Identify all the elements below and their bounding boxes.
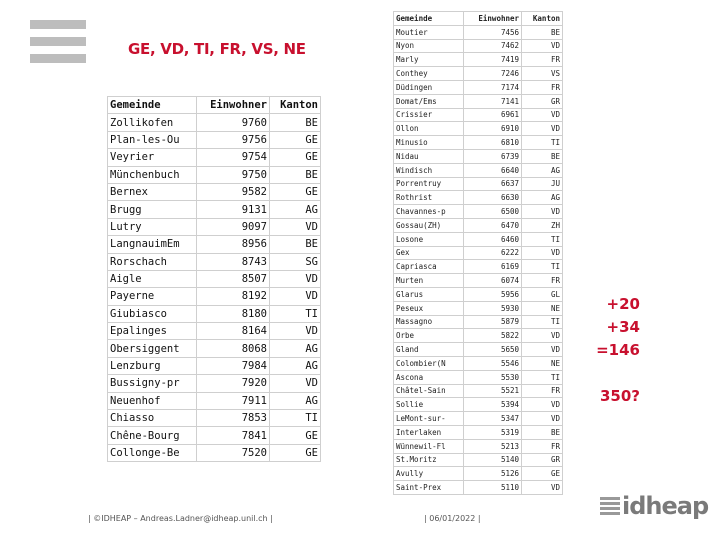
table-cell: 6500 bbox=[463, 205, 521, 219]
table-cell: 8164 bbox=[196, 323, 270, 340]
table-cell: 5140 bbox=[463, 453, 521, 467]
calc-line-2: +34 bbox=[606, 318, 640, 336]
column-header: Einwohner bbox=[196, 97, 270, 114]
calc-line-3: =146 bbox=[596, 341, 640, 359]
table-cell: 7141 bbox=[463, 94, 521, 108]
table-cell: 8507 bbox=[196, 270, 270, 287]
table-cell: 5110 bbox=[463, 481, 521, 495]
table-cell: Gossau(ZH) bbox=[394, 218, 464, 232]
headline: GE, VD, TI, FR, VS, NE bbox=[128, 40, 306, 58]
table-cell: 7984 bbox=[196, 357, 270, 374]
table-cell: Münchenbuch bbox=[108, 166, 197, 183]
table-cell: Aigle bbox=[108, 270, 197, 287]
table-cell: 7520 bbox=[196, 444, 270, 461]
table-row bbox=[394, 467, 563, 481]
table-row bbox=[108, 201, 321, 218]
table-cell: Plan-les-Ou bbox=[108, 131, 197, 148]
table-row bbox=[108, 218, 321, 235]
table-cell: Payerne bbox=[108, 288, 197, 305]
table-row bbox=[394, 370, 563, 384]
table-row bbox=[394, 246, 563, 260]
table-row bbox=[108, 357, 321, 374]
table-cell: VD bbox=[522, 481, 563, 495]
table-cell: Windisch bbox=[394, 163, 464, 177]
table-cell: 6910 bbox=[463, 122, 521, 136]
table-cell: Chiasso bbox=[108, 410, 197, 427]
table-cell: Moutier bbox=[394, 25, 464, 39]
table-cell: 7462 bbox=[463, 39, 521, 53]
table-cell: 6460 bbox=[463, 232, 521, 246]
table-row bbox=[394, 425, 563, 439]
table-cell: Gland bbox=[394, 343, 464, 357]
table-cell: Veyrier bbox=[108, 149, 197, 166]
idheap-logo bbox=[600, 492, 708, 520]
table-cell: Chavannes-p bbox=[394, 205, 464, 219]
table-cell: Lutry bbox=[108, 218, 197, 235]
table-row bbox=[108, 392, 321, 409]
table-cell: 5822 bbox=[463, 329, 521, 343]
table-cell: VD bbox=[522, 205, 563, 219]
column-header: Einwohner bbox=[463, 12, 521, 26]
table-row bbox=[108, 253, 321, 270]
table-cell: FR bbox=[522, 274, 563, 288]
table-cell: 6640 bbox=[463, 163, 521, 177]
table-cell: 8956 bbox=[196, 236, 270, 253]
table-cell: VD bbox=[270, 375, 321, 392]
table-cell: NE bbox=[522, 356, 563, 370]
table-cell: 6169 bbox=[463, 260, 521, 274]
table-cell: AG bbox=[522, 163, 563, 177]
table-row bbox=[108, 288, 321, 305]
table-row bbox=[108, 305, 321, 322]
table-row bbox=[394, 453, 563, 467]
table-cell: 5956 bbox=[463, 287, 521, 301]
table-cell: Capriasca bbox=[394, 260, 464, 274]
table-cell: Neuenhof bbox=[108, 392, 197, 409]
table-row bbox=[394, 191, 563, 205]
table-cell: VD bbox=[270, 270, 321, 287]
footer-credit: | ©IDHEAP – Andreas.Ladner@idheap.unil.ch | bbox=[88, 514, 273, 523]
table-cell: Peseux bbox=[394, 301, 464, 315]
table-cell: Ollon bbox=[394, 122, 464, 136]
table-cell: VD bbox=[522, 108, 563, 122]
table-cell: TI bbox=[522, 232, 563, 246]
table-row bbox=[394, 329, 563, 343]
table-cell: Chêne-Bourg bbox=[108, 427, 197, 444]
main-table bbox=[107, 96, 321, 462]
table-row bbox=[108, 131, 321, 148]
table-row bbox=[394, 301, 563, 315]
table-cell: 5879 bbox=[463, 315, 521, 329]
table-cell: BE bbox=[270, 166, 321, 183]
table-row bbox=[394, 205, 563, 219]
table-cell: Orbe bbox=[394, 329, 464, 343]
table-cell: TI bbox=[270, 305, 321, 322]
table-cell: 5126 bbox=[463, 467, 521, 481]
table-row bbox=[108, 427, 321, 444]
table-cell: Murten bbox=[394, 274, 464, 288]
table-cell: VD bbox=[522, 329, 563, 343]
table-row bbox=[394, 260, 563, 274]
table-row bbox=[394, 315, 563, 329]
table-cell: 7174 bbox=[463, 80, 521, 94]
table-cell: 7419 bbox=[463, 53, 521, 67]
table-cell: ZH bbox=[522, 218, 563, 232]
table-cell: VD bbox=[270, 218, 321, 235]
table-cell: VD bbox=[522, 398, 563, 412]
table-cell: Sollie bbox=[394, 398, 464, 412]
table-cell: 6637 bbox=[463, 177, 521, 191]
table-cell: 9750 bbox=[196, 166, 270, 183]
table-cell: TI bbox=[522, 370, 563, 384]
table-cell: 8192 bbox=[196, 288, 270, 305]
table-cell: 9097 bbox=[196, 218, 270, 235]
table-cell: Brugg bbox=[108, 201, 197, 218]
table-cell: 7853 bbox=[196, 410, 270, 427]
table-cell: Bussigny-pr bbox=[108, 375, 197, 392]
table-cell: 9131 bbox=[196, 201, 270, 218]
menu-bars-icon bbox=[30, 20, 86, 71]
table-cell: 6630 bbox=[463, 191, 521, 205]
table-cell: 9582 bbox=[196, 183, 270, 200]
table-cell: Châtel-Sain bbox=[394, 384, 464, 398]
table-row bbox=[108, 183, 321, 200]
table-row bbox=[394, 80, 563, 94]
table-cell: Nyon bbox=[394, 39, 464, 53]
table-cell: Saint-Prex bbox=[394, 481, 464, 495]
table-row bbox=[108, 270, 321, 287]
table-cell: BE bbox=[522, 425, 563, 439]
table-cell: Colombier(N bbox=[394, 356, 464, 370]
table-row bbox=[394, 398, 563, 412]
table-cell: 7456 bbox=[463, 25, 521, 39]
table-cell: 5347 bbox=[463, 412, 521, 426]
table-cell: 7841 bbox=[196, 427, 270, 444]
table-cell: VD bbox=[522, 412, 563, 426]
table-row bbox=[108, 323, 321, 340]
table-row bbox=[394, 384, 563, 398]
table-row bbox=[108, 236, 321, 253]
table-row bbox=[108, 149, 321, 166]
table-row bbox=[394, 218, 563, 232]
table-row bbox=[394, 274, 563, 288]
table-cell: 9760 bbox=[196, 114, 270, 131]
table-cell: VD bbox=[270, 323, 321, 340]
table-cell: TI bbox=[522, 260, 563, 274]
table-cell: 8180 bbox=[196, 305, 270, 322]
table-cell: VD bbox=[522, 122, 563, 136]
table-cell: Glarus bbox=[394, 287, 464, 301]
table-cell: Giubiasco bbox=[108, 305, 197, 322]
table-row bbox=[394, 108, 563, 122]
table-cell: 7246 bbox=[463, 67, 521, 81]
table-cell: 5930 bbox=[463, 301, 521, 315]
table-row bbox=[394, 439, 563, 453]
table-row bbox=[108, 410, 321, 427]
table-cell: Avully bbox=[394, 467, 464, 481]
table-row bbox=[108, 114, 321, 131]
table-cell: 6074 bbox=[463, 274, 521, 288]
table-cell: NE bbox=[522, 301, 563, 315]
side-table bbox=[393, 11, 563, 495]
table-cell: 8068 bbox=[196, 340, 270, 357]
table-row bbox=[108, 444, 321, 461]
table-cell: BE bbox=[522, 25, 563, 39]
table-cell: St.Moritz bbox=[394, 453, 464, 467]
table-row bbox=[394, 39, 563, 53]
table-cell: LangnauimEm bbox=[108, 236, 197, 253]
table-cell: AG bbox=[270, 201, 321, 218]
table-row bbox=[394, 177, 563, 191]
table-row bbox=[394, 122, 563, 136]
table-row bbox=[108, 166, 321, 183]
table-cell: Düdingen bbox=[394, 80, 464, 94]
table-row bbox=[394, 149, 563, 163]
table-cell: AG bbox=[270, 392, 321, 409]
table-row bbox=[394, 25, 563, 39]
table-cell: 5213 bbox=[463, 439, 521, 453]
table-cell: 5394 bbox=[463, 398, 521, 412]
table-row bbox=[394, 343, 563, 357]
table-cell: Conthey bbox=[394, 67, 464, 81]
table-cell: BE bbox=[270, 236, 321, 253]
table-cell: 5521 bbox=[463, 384, 521, 398]
table-cell: 6810 bbox=[463, 136, 521, 150]
table-row bbox=[394, 67, 563, 81]
table-cell: Lenzburg bbox=[108, 357, 197, 374]
table-cell: Rorschach bbox=[108, 253, 197, 270]
table-cell: Marly bbox=[394, 53, 464, 67]
table-cell: 6961 bbox=[463, 108, 521, 122]
table-row bbox=[394, 136, 563, 150]
table-cell: GR bbox=[522, 453, 563, 467]
table-cell: Zollikofen bbox=[108, 114, 197, 131]
table-cell: 5530 bbox=[463, 370, 521, 384]
table-cell: GE bbox=[522, 467, 563, 481]
table-cell: BE bbox=[270, 114, 321, 131]
table-cell: Obersiggent bbox=[108, 340, 197, 357]
table-row bbox=[394, 412, 563, 426]
table-cell: FR bbox=[522, 53, 563, 67]
table-cell: 5546 bbox=[463, 356, 521, 370]
column-header: Gemeinde bbox=[394, 12, 464, 26]
table-cell: Bernex bbox=[108, 183, 197, 200]
table-cell: Collonge-Be bbox=[108, 444, 197, 461]
table-cell: GE bbox=[270, 444, 321, 461]
table-cell: 9754 bbox=[196, 149, 270, 166]
table-row bbox=[394, 481, 563, 495]
table-cell: Nidau bbox=[394, 149, 464, 163]
footer-date: | 06/01/2022 | bbox=[424, 514, 481, 523]
table-cell: GE bbox=[270, 131, 321, 148]
table-cell: 7911 bbox=[196, 392, 270, 409]
column-header: Kanton bbox=[522, 12, 563, 26]
table-row bbox=[394, 53, 563, 67]
table-row bbox=[394, 287, 563, 301]
column-header: Gemeinde bbox=[108, 97, 197, 114]
table-cell: Wünnewil-Fl bbox=[394, 439, 464, 453]
column-header: Kanton bbox=[270, 97, 321, 114]
table-cell: 5319 bbox=[463, 425, 521, 439]
table-cell: TI bbox=[522, 136, 563, 150]
table-cell: Minusio bbox=[394, 136, 464, 150]
table-cell: BE bbox=[522, 149, 563, 163]
table-cell: GE bbox=[270, 149, 321, 166]
table-cell: Domat/Ems bbox=[394, 94, 464, 108]
table-cell: FR bbox=[522, 439, 563, 453]
table-cell: 6222 bbox=[463, 246, 521, 260]
table-cell: VD bbox=[522, 343, 563, 357]
table-cell: AG bbox=[270, 357, 321, 374]
table-cell: FR bbox=[522, 80, 563, 94]
table-cell: Porrentruy bbox=[394, 177, 464, 191]
table-cell: Ascona bbox=[394, 370, 464, 384]
table-row bbox=[108, 340, 321, 357]
table-cell: GL bbox=[522, 287, 563, 301]
table-row bbox=[394, 356, 563, 370]
logo-bars-icon bbox=[600, 495, 620, 517]
table-cell: JU bbox=[522, 177, 563, 191]
table-cell: VD bbox=[522, 39, 563, 53]
calculation-notes bbox=[596, 293, 640, 408]
logo-text: idheap bbox=[622, 492, 709, 520]
table-cell: Rothrist bbox=[394, 191, 464, 205]
table-cell: VD bbox=[270, 288, 321, 305]
table-cell: VD bbox=[522, 246, 563, 260]
table-cell: AG bbox=[522, 191, 563, 205]
table-cell: Interlaken bbox=[394, 425, 464, 439]
table-cell: Losone bbox=[394, 232, 464, 246]
table-cell: GE bbox=[270, 427, 321, 444]
table-cell: AG bbox=[270, 340, 321, 357]
table-cell: Epalinges bbox=[108, 323, 197, 340]
calc-line-1: +20 bbox=[606, 295, 640, 313]
table-cell: GE bbox=[270, 183, 321, 200]
table-row bbox=[394, 163, 563, 177]
table-cell: 7920 bbox=[196, 375, 270, 392]
table-cell: 6739 bbox=[463, 149, 521, 163]
table-cell: Crissier bbox=[394, 108, 464, 122]
table-cell: LeMont-sur- bbox=[394, 412, 464, 426]
table-cell: SG bbox=[270, 253, 321, 270]
table-cell: TI bbox=[270, 410, 321, 427]
table-cell: FR bbox=[522, 384, 563, 398]
table-row bbox=[108, 375, 321, 392]
table-cell: VS bbox=[522, 67, 563, 81]
table-cell: Massagno bbox=[394, 315, 464, 329]
table-cell: 8743 bbox=[196, 253, 270, 270]
table-row bbox=[394, 232, 563, 246]
table-cell: GR bbox=[522, 94, 563, 108]
table-cell: 5650 bbox=[463, 343, 521, 357]
table-cell: 9756 bbox=[196, 131, 270, 148]
calc-line-4: 350? bbox=[599, 387, 640, 405]
table-cell: 6470 bbox=[463, 218, 521, 232]
table-cell: TI bbox=[522, 315, 563, 329]
table-row bbox=[394, 94, 563, 108]
table-cell: Gex bbox=[394, 246, 464, 260]
